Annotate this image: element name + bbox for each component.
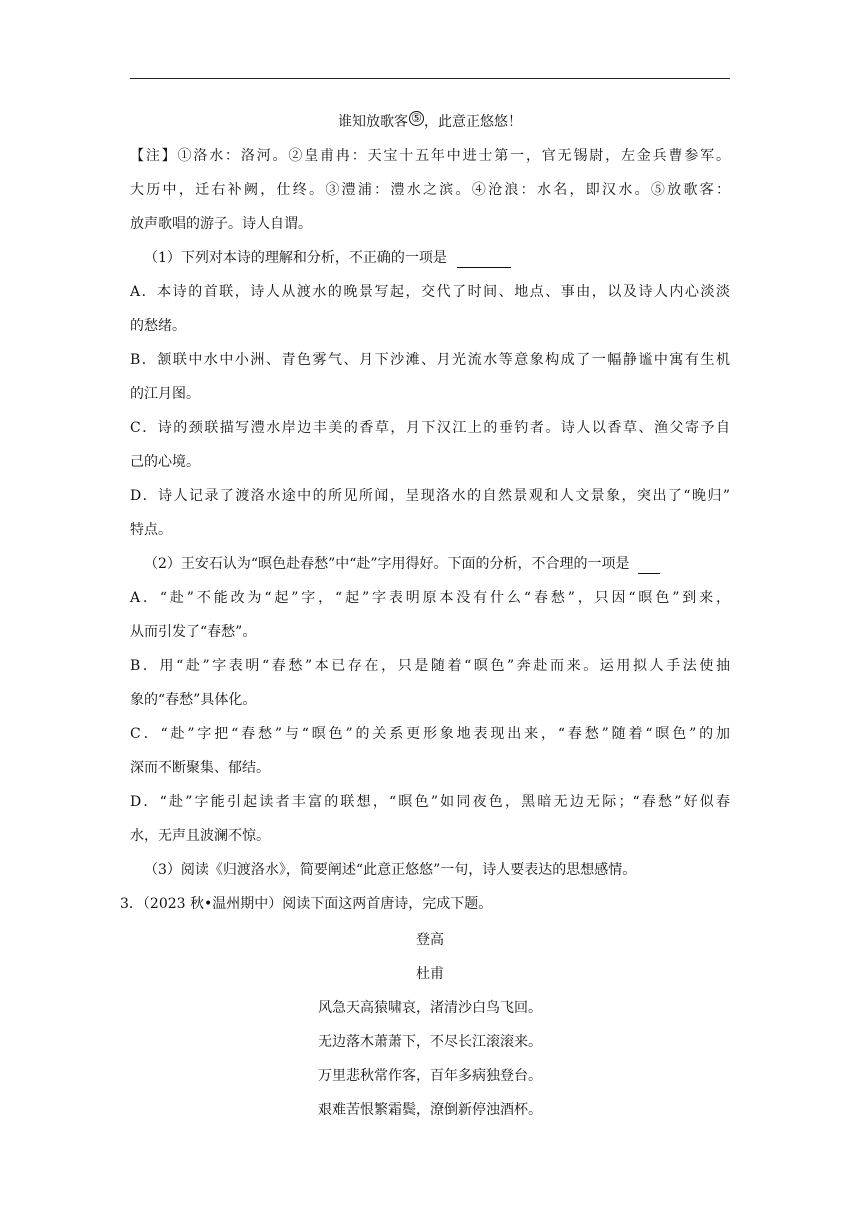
poem-line-2: 无边落木萧萧下，不尽长江滚滚来。 (318, 1034, 542, 1050)
note-line-1 (130, 139, 730, 173)
answer-blank (457, 249, 511, 268)
question-1-stem (130, 241, 730, 275)
q1-option-a-line-2: 的愁绪。 (130, 318, 186, 334)
q1-option-d-line-1: D．诗人记录了渡洛水途中的所见所闻，呈现洛水的自然景观和人文景象，突出了“晚归” (130, 488, 730, 504)
q2-option-d-line-1: D．“赴”字能引起读者丰富的联想，“暝色”如同夜色，黑暗无边无际；“春愁”好似春 (130, 794, 730, 810)
q2-option-d-line-2: 水，无声且波澜不惊。 (130, 828, 270, 844)
note-line-2: 大历中，迁右补阙，仕终。③澧浦：澧水之滨。④沧浪：水名，即汉水。⑤放歌客： (130, 182, 730, 198)
page-content (120, 105, 730, 1127)
question-1-text: （1）下列对本诗的理解和分析，不正确的一项是 (144, 250, 447, 266)
q2-option-a-line-1: A．“赴”不能改为“起”字，“起”字表明原本没有什么“春愁”，只因“暝色”到来， (130, 590, 730, 606)
header-rule (130, 78, 730, 79)
q2-option-b-line-1: B．用“赴”字表明“春愁”本已存在，只是随着“暝色”奔赴而来。运用拟人手法使抽 (130, 658, 730, 674)
q1-option-c-line-1: C．诗的颈联描写澧水岸边丰美的香草，月下汉江上的垂钓者。诗人以香草、渔父寄予自 (130, 420, 730, 436)
q1-option-d-line-2: 特点。 (130, 522, 172, 538)
q2-option-a-line-2: 从而引发了“春愁”。 (130, 624, 257, 640)
note-text: ①洛水：洛河。②皇甫冉：天宝十五年中进士第一，官无锡尉，左金兵曹参军。 (177, 148, 730, 164)
poem-line-3: 万里悲秋常作客，百年多病独登台。 (318, 1068, 542, 1084)
poem-line-1: 风急天高猿啸哀，渚清沙白鸟飞回。 (318, 1000, 542, 1016)
poem-line-text-end: ，此意正悠悠！ (424, 114, 522, 130)
question-3-heading: 3．（2023 秋•温州期中）阅读下面这两首唐诗，完成下题。 (120, 896, 493, 912)
footnote-marker: ⑤ (409, 111, 424, 126)
q1-option-b-line-2: 的江月图。 (130, 386, 200, 402)
note-line-3: 放声歌唱的游子。诗人自谓。 (130, 216, 312, 232)
answer-blank (638, 555, 660, 574)
note-label: 【注】 (130, 148, 178, 164)
poem-line-text: 谁知放歌客 (338, 114, 408, 130)
q2-option-b-line-2: 象的“春愁”具体化。 (130, 692, 257, 708)
q2-option-c-line-2: 深而不断聚集、郁结。 (130, 760, 270, 776)
q1-option-a-line-1: A．本诗的首联，诗人从渡水的晚景写起，交代了时间、地点、事由，以及诗人内心淡淡 (130, 284, 730, 300)
question-3-stem: （3）阅读《归渡洛水》，简要阐述“此意正悠悠”一句，诗人要表达的思想感情。 (144, 862, 637, 878)
poem-line-4: 艰难苦恨繁霜鬓，潦倒新停浊酒杯。 (318, 1102, 542, 1118)
question-2-text: （2）王安石认为“暝色赴春愁”中“赴”字用得好。下面的分析，不合理的一项是 (144, 556, 630, 572)
q1-option-b-line-1: B．颔联中水中小洲、青色雾气、月下沙滩、月光流水等意象构成了一幅静谧中寓有生机 (130, 352, 730, 368)
poem-last-line (130, 105, 730, 139)
q1-option-c-line-2: 己的心境。 (130, 454, 200, 470)
question-2-stem (130, 547, 730, 581)
poem-author: 杜甫 (416, 966, 444, 982)
poem-title: 登高 (416, 932, 444, 948)
q2-option-c-line-1: C．“赴”字把“春愁”与“暝色”的关系更形象地表现出来，“春愁”随着“暝色”的加 (130, 726, 730, 742)
